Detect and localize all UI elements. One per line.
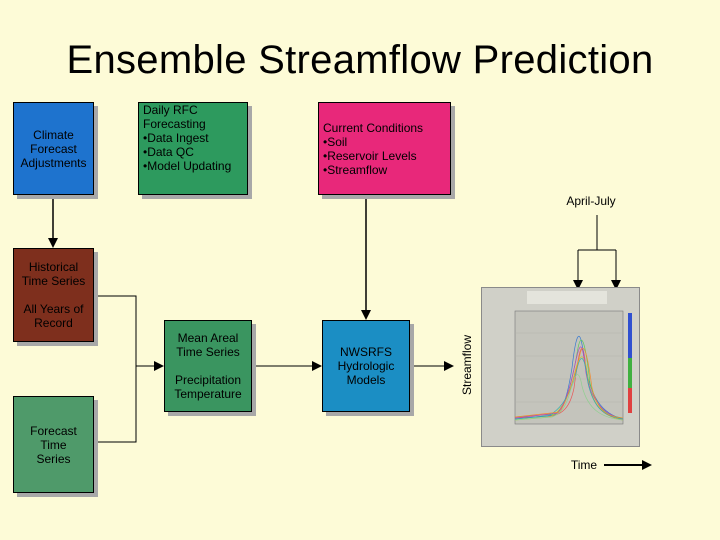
streamflow-axis-label: Streamflow (460, 334, 474, 396)
historical-time-series-box: Historical Time Series All Years of Record (13, 248, 94, 342)
daily-rfc-box: Daily RFC Forecasting •Data Ingest •Data QC •Model Updating (138, 102, 248, 195)
page-title: Ensemble Streamflow Prediction (66, 38, 654, 82)
current-conditions-box: Current Conditions •Soil •Reservoir Levels •Streamflow (318, 102, 451, 195)
climate-forecast-box: Climate Forecast Adjustments (13, 102, 94, 195)
april-july-label: April-July (566, 194, 616, 208)
ensemble-hydrograph-image (481, 287, 640, 447)
bracket-inputs (94, 296, 136, 442)
mean-areal-time-series-box: Mean Areal Time Series Precipitation Temperature (164, 320, 252, 412)
hydrograph-thumbnail (482, 288, 639, 446)
time-axis-label: Time (570, 458, 598, 472)
nwsrfs-models-box: NWSRFS Hydrologic Models (322, 320, 410, 412)
forecast-time-series-box: Forecast Time Series (13, 396, 94, 493)
